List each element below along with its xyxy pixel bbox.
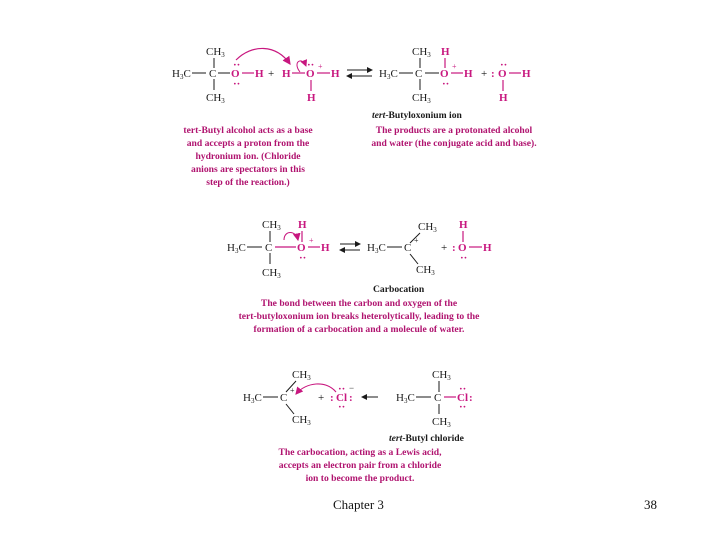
svg-text:hydronium ion. (Chloride: hydronium ion. (Chloride	[195, 151, 301, 162]
step3-reaction	[243, 369, 473, 444]
equilibrium-arrow-icon	[340, 244, 360, 250]
svg-text:H3C: H3C	[227, 242, 246, 255]
svg-text:O: O	[498, 68, 507, 80]
product-name-chloride: tert-Butyl chloride	[389, 433, 464, 444]
svg-text:CH3: CH3	[206, 92, 225, 105]
svg-text:+: +	[414, 236, 419, 245]
plus-sign: +	[441, 242, 448, 254]
curved-arrow-icon	[236, 48, 290, 64]
svg-text:anions are spectators in this: anions are spectators in this	[191, 164, 305, 175]
svg-text:tert-butyloxonium ion breaks h: tert-butyloxonium ion breaks heterolytically, leading to the	[238, 311, 480, 322]
svg-text:··: ··	[299, 252, 307, 264]
svg-text:··: ··	[500, 59, 508, 71]
svg-text:CH3: CH3	[418, 221, 437, 234]
page-number: 38	[644, 497, 657, 512]
svg-text:H: H	[499, 92, 508, 104]
svg-text:C: C	[280, 392, 288, 404]
svg-text:H: H	[483, 242, 492, 254]
svg-text:−: −	[349, 383, 355, 393]
svg-text:and water (the conjugate acid: and water (the conjugate acid and base).	[371, 138, 537, 149]
svg-text:CH3: CH3	[262, 219, 281, 232]
svg-text:C: C	[415, 68, 423, 80]
svg-text:··: ··	[442, 78, 450, 90]
svg-text:+: +	[309, 236, 314, 245]
step1-caption-left	[183, 125, 313, 188]
svg-text:··: ··	[338, 383, 346, 395]
svg-text:H: H	[522, 68, 531, 80]
svg-text:H3C: H3C	[367, 242, 386, 255]
svg-text:H3C: H3C	[172, 68, 191, 81]
water-structure	[491, 59, 531, 104]
chapter-label: Chapter 3	[333, 497, 384, 512]
step2-caption	[239, 298, 481, 335]
carbocation-label: Carbocation	[373, 284, 425, 295]
svg-text:··: ··	[233, 78, 241, 90]
svg-text:and accepts a proton from the: and accepts a proton from the	[186, 138, 310, 149]
svg-text:formation of a carbocation and: formation of a carbocation and a molecule of water.	[253, 324, 465, 335]
svg-text:The carbocation, acting as a L: The carbocation, acting as a Lewis acid,	[278, 447, 442, 458]
svg-text:C: C	[434, 392, 442, 404]
product-name-oxonium: tert-Butyloxonium ion	[372, 110, 462, 121]
svg-text:H: H	[321, 242, 330, 254]
svg-text:H: H	[298, 219, 307, 231]
step3-caption	[278, 447, 442, 484]
svg-text:H3C: H3C	[396, 392, 415, 405]
svg-text:··: ··	[338, 401, 346, 413]
svg-text:H: H	[464, 68, 473, 80]
curved-arrow-icon	[284, 233, 298, 241]
step1-caption-right	[371, 125, 536, 149]
svg-text:CH3: CH3	[206, 46, 225, 59]
curved-arrow-icon	[297, 61, 306, 72]
svg-text:O: O	[440, 68, 449, 80]
svg-text:CH3: CH3	[292, 414, 311, 427]
svg-text:Cl: Cl	[336, 392, 347, 404]
svg-text:CH3: CH3	[412, 92, 431, 105]
svg-text::: :	[349, 392, 353, 404]
svg-text:+: +	[318, 62, 323, 71]
svg-text:H3C: H3C	[243, 392, 262, 405]
svg-text:H3C: H3C	[379, 68, 398, 81]
svg-text:accepts an electron pair from: accepts an electron pair from a chloride	[278, 460, 442, 471]
hydronium-ion-structure	[282, 59, 340, 104]
svg-text::: :	[469, 392, 473, 404]
svg-text:Cl: Cl	[457, 392, 468, 404]
tert-butyloxonium-ion-structure	[379, 46, 473, 105]
svg-text:H: H	[282, 68, 291, 80]
svg-text:O: O	[458, 242, 467, 254]
svg-text:··: ··	[233, 59, 241, 71]
svg-text:··: ··	[459, 401, 467, 413]
svg-text:The bond between the carbon an: The bond between the carbon and oxygen of the	[260, 298, 458, 309]
svg-text:CH3: CH3	[416, 264, 435, 277]
svg-text:H: H	[441, 46, 450, 58]
svg-text:CH3: CH3	[292, 369, 311, 382]
svg-text:H: H	[307, 92, 316, 104]
svg-text:H: H	[331, 68, 340, 80]
svg-text::: :	[330, 392, 334, 404]
plus-sign: +	[268, 68, 275, 80]
svg-text:C: C	[404, 242, 412, 254]
water-structure	[452, 219, 492, 264]
svg-text:The products are a protonated: The products are a protonated alcohol	[375, 125, 533, 136]
svg-text:H: H	[255, 68, 264, 80]
svg-text:CH3: CH3	[432, 416, 451, 429]
tert-butyl-chloride-structure	[396, 369, 473, 429]
svg-text:··: ··	[307, 59, 315, 71]
svg-text:O: O	[306, 68, 315, 80]
carbocation-structure	[367, 221, 437, 277]
svg-text::: :	[491, 68, 495, 80]
svg-text:tert-Butyl alcohol acts as a b: tert-Butyl alcohol acts as a base	[183, 125, 313, 136]
svg-text:CH3: CH3	[412, 46, 431, 59]
svg-text:··: ··	[460, 252, 468, 264]
svg-text:O: O	[297, 242, 306, 254]
carbocation-structure	[243, 369, 311, 427]
svg-text:CH3: CH3	[262, 267, 281, 280]
tert-butyloxonium-ion-structure	[227, 219, 330, 280]
equilibrium-arrow-icon	[347, 70, 372, 76]
svg-text:CH3: CH3	[432, 369, 451, 382]
svg-text:··: ··	[459, 383, 467, 395]
svg-text:O: O	[231, 68, 240, 80]
plus-sign: +	[318, 392, 325, 404]
step1-reaction	[172, 46, 531, 121]
plus-sign: +	[481, 68, 488, 80]
svg-text:+: +	[290, 386, 295, 395]
svg-text::: :	[452, 242, 456, 254]
svg-text:+: +	[452, 62, 457, 71]
svg-text:ion to become the product.: ion to become the product.	[305, 473, 415, 484]
svg-text:C: C	[265, 242, 273, 254]
tert-butyl-alcohol-structure	[172, 46, 264, 105]
chloride-ion-structure	[330, 383, 354, 413]
step2-reaction	[227, 219, 492, 295]
svg-text:step of the reaction.): step of the reaction.)	[206, 177, 290, 188]
svg-text:C: C	[209, 68, 217, 80]
svg-text:H: H	[459, 219, 468, 231]
